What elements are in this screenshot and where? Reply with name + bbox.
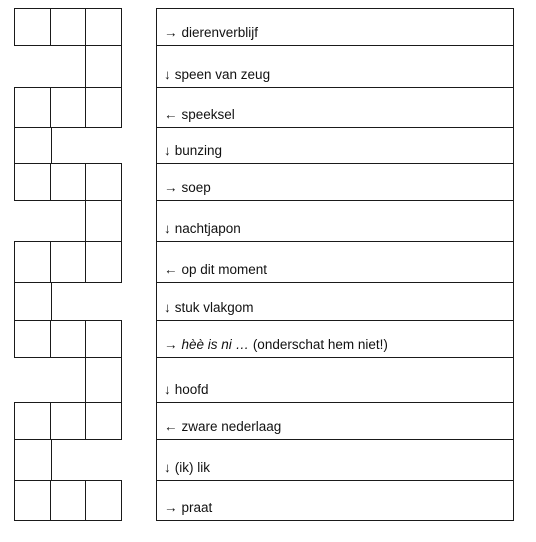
grid-cell[interactable]: [85, 357, 122, 403]
clue-box: [156, 241, 514, 283]
direction-arrow-icon: ←: [164, 418, 178, 434]
clue-box: [156, 163, 514, 201]
clue-text: [164, 383, 209, 397]
grid-cell[interactable]: [14, 402, 52, 440]
grid-cell[interactable]: [14, 87, 52, 128]
clue-box: [156, 320, 514, 358]
direction-arrow-icon: ↓: [164, 459, 171, 475]
grid-cell[interactable]: [85, 87, 122, 128]
clue-label: speeksel: [181, 106, 235, 122]
direction-arrow-icon: ←: [164, 106, 178, 122]
grid-cell[interactable]: [85, 402, 122, 440]
grid-cell[interactable]: [50, 8, 87, 46]
direction-arrow-icon: ↓: [164, 299, 171, 315]
clue-label: speen van zeug: [174, 66, 271, 82]
direction-arrow-icon: ←: [164, 261, 178, 277]
clue-box: [156, 439, 514, 481]
clue-label: (onderschat hem niet!): [252, 336, 388, 352]
clue-box: [156, 87, 514, 128]
clue-text: [164, 108, 235, 122]
clue-text: [164, 181, 211, 195]
grid-cell[interactable]: [85, 163, 122, 201]
clue-box: [156, 282, 514, 321]
clue-label: nachtjapon: [174, 220, 241, 236]
clue-text: [164, 68, 270, 82]
clue-label: soep: [181, 179, 211, 195]
grid-cell[interactable]: [14, 282, 52, 321]
clue-label: zware nederlaag: [181, 418, 282, 434]
clue-text: [164, 263, 267, 277]
clue-italic-text: hèè is ni …: [181, 336, 250, 352]
clue-text: [164, 301, 254, 315]
clue-label: op dit moment: [181, 261, 268, 277]
grid-cell[interactable]: [50, 402, 87, 440]
clue-box: [156, 200, 514, 242]
grid-cell[interactable]: [14, 480, 52, 521]
clue-text: [164, 420, 281, 434]
direction-arrow-icon: →: [164, 179, 178, 195]
grid-cell[interactable]: [14, 127, 52, 164]
clue-label: bunzing: [174, 142, 223, 158]
grid-cell[interactable]: [14, 163, 52, 201]
clue-label: praat: [181, 499, 213, 515]
direction-arrow-icon: ↓: [164, 220, 171, 236]
clue-box: [156, 8, 514, 46]
clue-label: hoofd: [174, 381, 209, 397]
grid-cell[interactable]: [85, 45, 122, 88]
grid-cell[interactable]: [85, 200, 122, 242]
clue-label: stuk vlakgom: [174, 299, 254, 315]
direction-arrow-icon: ↓: [164, 66, 171, 82]
grid-cell[interactable]: [14, 439, 52, 481]
clue-box: [156, 480, 514, 521]
grid-cell[interactable]: [85, 8, 122, 46]
direction-arrow-icon: →: [164, 336, 178, 352]
clue-text: [164, 144, 222, 158]
clue-label: (ik) lik: [174, 459, 210, 475]
clue-label: dierenverblijf: [181, 24, 259, 40]
direction-arrow-icon: →: [164, 24, 178, 40]
clue-box: [156, 127, 514, 164]
clue-box: [156, 357, 514, 403]
grid-cell[interactable]: [85, 320, 122, 358]
grid-cell[interactable]: [85, 480, 122, 521]
grid-cell[interactable]: [14, 320, 52, 358]
direction-arrow-icon: ↓: [164, 142, 171, 158]
clue-text: [164, 26, 258, 40]
clue-text: [164, 501, 212, 515]
grid-cell[interactable]: [85, 241, 122, 283]
clue-text: [164, 461, 210, 475]
grid-cell[interactable]: [14, 8, 52, 46]
grid-cell[interactable]: [50, 241, 87, 283]
clue-box: [156, 45, 514, 88]
grid-cell[interactable]: [50, 480, 87, 521]
grid-cell[interactable]: [14, 241, 52, 283]
grid-cell[interactable]: [50, 87, 87, 128]
clue-text: [164, 338, 388, 352]
clue-box: [156, 402, 514, 440]
grid-cell[interactable]: [50, 163, 87, 201]
clue-text: [164, 222, 241, 236]
direction-arrow-icon: ↓: [164, 381, 171, 397]
grid-cell[interactable]: [50, 320, 87, 358]
direction-arrow-icon: →: [164, 499, 178, 515]
